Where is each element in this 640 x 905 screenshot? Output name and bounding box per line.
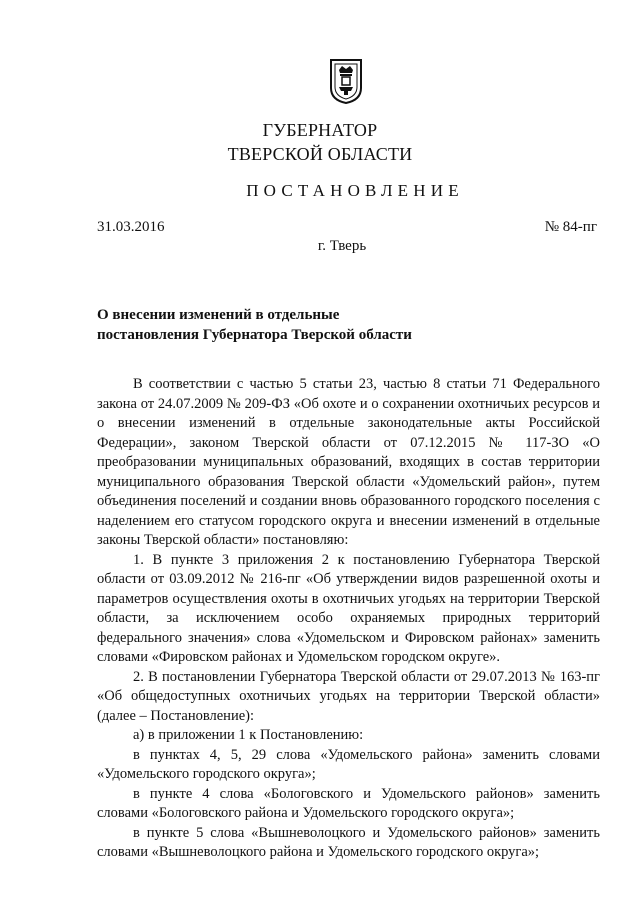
issuer-title-line2: ТВЕРСКОЙ ОБЛАСТИ	[227, 144, 413, 164]
document-city: г. Тверь	[317, 238, 367, 254]
body-paragraph: В соответствии с частью 5 статьи 23, частью 8 статьи 71 Федерального закона от 24.07.2009 № 209-ФЗ «Об охоте и о сохранении охотничьих ресурсов и о внесении изменений в отдельные законодательные акты Российской Федерации», законом Тверской области от 07.12.2015 № 117-ЗО «О преобразовании муниципальных образований, входящих в состав территории муниципального образования Тверской области «Удомельский район», путем объединения поселений и создании вновь образованного городского поселения с наделением его статусом городского округа и внесении изменений в отдельные законы Тверской области» постановляю:	[97, 376, 600, 548]
document-date: 31.03.2016	[97, 219, 165, 235]
body-paragraph: в пунктах 4, 5, 29 слова «Удомельского района» заменить словами «Удомельского городского округа»;	[97, 746, 600, 782]
document-type: ПОСТАНОВЛЕНИЕ	[246, 181, 464, 200]
body-paragraph: 2. В постановлении Губернатора Тверской области от 29.07.2013 № 163-пг «Об общедоступных охотничьих угодьях на территории Тверской области» (далее – Постановление):	[97, 668, 600, 724]
body-paragraph: в пункте 5 слова «Вышневолоцкого и Удомельского районов» заменить словами «Вышневолоцкого района и Удомельского городского округа»;	[97, 824, 600, 860]
document-number: № 84-пг	[544, 219, 597, 235]
issuer-title	[0, 118, 640, 166]
body-paragraph: в пункте 4 слова «Бологовского и Удомельского районов» заменить словами «Бологовского района и Удомельского городского округа»;	[97, 785, 600, 821]
document-subject	[97, 305, 412, 345]
subject-line1: О внесении изменений в отдельные	[97, 307, 340, 323]
tver-oblast-coat-of-arms-icon	[329, 58, 363, 104]
subject-line2: постановления Губернатора Тверской области	[97, 327, 412, 343]
document-body	[97, 375, 600, 863]
issuer-title-line1: ГУБЕРНАТОР	[262, 120, 378, 140]
body-paragraph: 1. В пункте 3 приложения 2 к постановлению Губернатора Тверской области от 03.09.2012 № 216-пг «Об утверждении видов разрешенной охоты и параметров осуществления охоты в охотничьих угодьях на территории Тверской области, за исключением особо охраняемых природных территорий федерального значения» слова «Удомельском и Фировском районах» заменить словами «Фировском районах и Удомельском городском округе».	[97, 551, 600, 665]
body-paragraph: а) в приложении 1 к Постановлению:	[133, 727, 364, 743]
